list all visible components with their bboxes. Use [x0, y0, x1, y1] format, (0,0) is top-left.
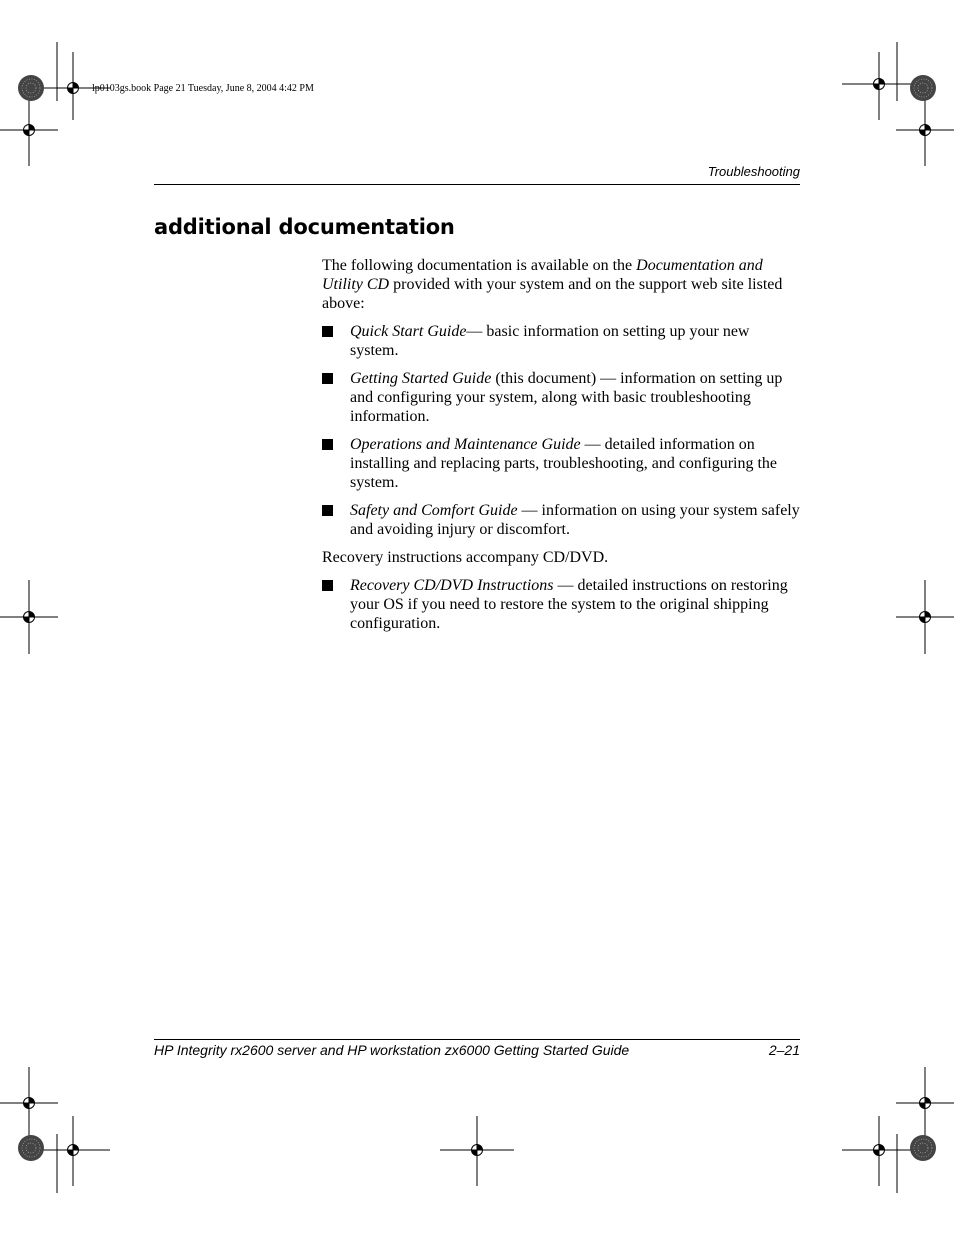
documentation-list: [322, 322, 800, 539]
intro-paragraph: The following documentation is available on the Documentation and Utility CD provided with your system and on the support web site listed above:: [322, 257, 783, 312]
running-head: Troubleshooting: [707, 164, 800, 179]
page-number: 2–21: [768, 1042, 800, 1058]
list-item: Quick Start Guide— basic information on setting up your new system.: [322, 322, 800, 360]
bullet-icon: [322, 326, 333, 337]
cd-title: Documentation and Utility CD: [322, 257, 763, 293]
rosette-bottom-right: [910, 1135, 936, 1161]
list-item: Recovery CD/DVD Instructions — detailed instructions on restoring your OS if you need to restore the system to the original shipping configuration.: [322, 576, 800, 633]
section-title: additional documentation: [154, 215, 455, 239]
header-rule: [154, 184, 800, 185]
bullet-icon: [322, 439, 333, 450]
rosette-bottom-left: [18, 1135, 44, 1161]
list-item: Getting Started Guide (this document) — information on setting up and configuring your system, along with basic troubleshooting information.: [322, 369, 800, 426]
body-text: [322, 256, 800, 642]
list-item: Safety and Comfort Guide — information on using your system safely and avoiding injury or discomfort.: [322, 501, 800, 539]
list-item: Operations and Maintenance Guide — detailed information on installing and replacing parts, troubleshooting, and configuring the system.: [322, 435, 800, 492]
recovery-paragraph: Recovery instructions accompany CD/DVD.: [322, 549, 609, 566]
recovery-list: [322, 576, 800, 633]
footer-rule: [154, 1039, 800, 1040]
rosette-top-left: [18, 75, 44, 101]
bullet-icon: [322, 373, 333, 384]
bullet-icon: [322, 505, 333, 516]
footer-title: HP Integrity rx2600 server and HP workstation zx6000 Getting Started Guide: [154, 1042, 630, 1058]
bullet-icon: [322, 580, 333, 591]
print-info: lp0103gs.book Page 21 Tuesday, June 8, 2004 4:42 PM: [92, 83, 314, 94]
rosette-top-right: [910, 75, 936, 101]
